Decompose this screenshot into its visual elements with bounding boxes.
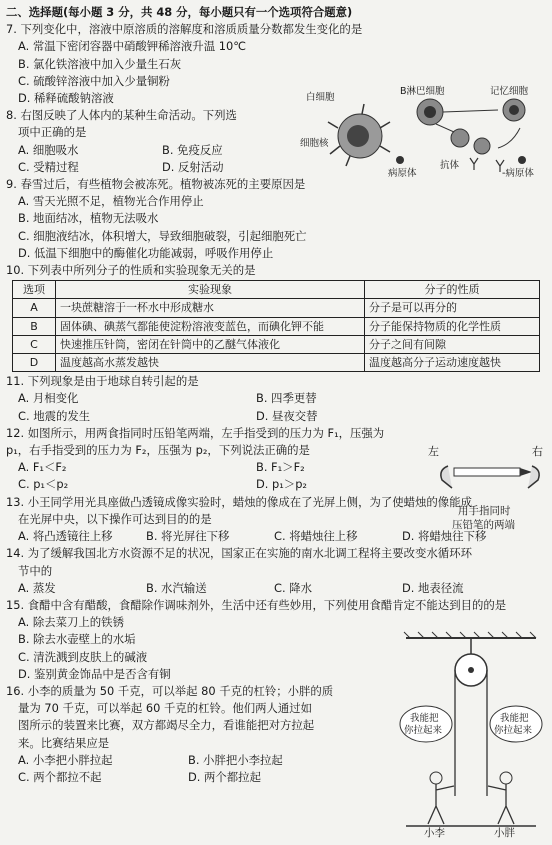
q8-option-c: C. 受精过程	[18, 159, 79, 174]
q10-row-d-property: 温度越高分子运动速度越快	[365, 354, 540, 372]
q14-option-b: B. 水汽输送	[146, 580, 207, 595]
q16-stem-line-2: 量为 70 千克，可以举起 60 千克的杠铃。他们两人通过如	[18, 701, 313, 716]
q9-stem: 9. 春雪过后，有些植物会被冻死。植物被冻死的主要原因是	[6, 177, 306, 192]
q9-option-d: D. 低温下细胞中的酶催化功能减弱，呼吸作用停止	[18, 245, 274, 260]
label-pathogen: 病原体	[388, 168, 417, 179]
q14-stem-line-2: 节中的	[18, 563, 53, 578]
q9-option-c: C. 细胞液结冰，体积增大，导致细胞破裂，引起细胞死亡	[18, 228, 307, 243]
q16-option-b: B. 小胖把小李拉起	[188, 752, 283, 767]
bubble-left-line-2: 你拉起来	[404, 725, 443, 736]
table-row	[13, 317, 540, 335]
q16-pulley-figure	[396, 628, 546, 842]
q11-option-c: C. 地震的发生	[18, 408, 91, 423]
q15-option-c: C. 清洗溅到皮肤上的碱液	[18, 649, 148, 664]
label-memory-cell: 记忆细胞	[490, 86, 529, 97]
q7-option-a: A. 常温下密闭容器中硝酸钾稀溶液升温 10℃	[18, 39, 246, 54]
pathogen-icon	[518, 156, 526, 164]
q11-options-row-2	[6, 408, 546, 425]
bubble-right-line-2: 你拉起来	[494, 725, 533, 736]
dividing-cell-2	[474, 138, 490, 154]
pulley-axle	[468, 667, 474, 673]
q10-row-b-option: B	[13, 317, 56, 335]
q7-option-d: D. 稀释硫酸钠溶液	[18, 91, 114, 106]
pencil-tip	[520, 468, 532, 476]
q10-header-option: 选项	[13, 281, 56, 299]
q11-options-row-1	[6, 390, 546, 407]
q10-table	[12, 280, 540, 372]
q8-option-a: A. 细胞吸水	[18, 142, 79, 157]
pathogen-icon	[396, 156, 404, 164]
arrow-memory-loop	[498, 128, 520, 148]
q14-option-a: A. 蒸发	[18, 580, 56, 595]
pencil-diagram-svg	[428, 442, 548, 504]
table-row	[13, 299, 540, 317]
label-b-cell: B淋巴细胞	[400, 86, 445, 97]
caption-line-2: 压铅笔的两端	[452, 519, 515, 531]
q16-stem-line-3: 图所示的装置来比赛，双方都竭尽全力，看谁能把对方拉起	[18, 718, 315, 733]
section-header: 二、选择题(每小题 3 分，共 48 分，每小题只有一个选项符合题意)	[6, 5, 353, 19]
q7-stem: 7. 下列变化中，溶液中原溶质的溶解度和溶质质量分数都发生变化的是	[6, 22, 363, 37]
speech-bubble-left	[400, 706, 452, 742]
q11-option-d: D. 昼夜交替	[256, 408, 318, 423]
q8-options-row-2	[6, 159, 306, 176]
white-cell-shape	[328, 104, 390, 166]
q16-stem-line-4: 来。比赛结果应是	[18, 735, 110, 750]
bubble-right-line-1: 我能把	[500, 713, 529, 724]
q14-option-c: C. 降水	[274, 580, 312, 595]
q9-option-b: B. 地面结冰，植物无法吸水	[18, 211, 159, 226]
antibody-icon	[470, 158, 478, 170]
q15-option-b: B. 除去水壶壁上的水垢	[18, 632, 136, 647]
q13-option-b: B. 将光屏往下移	[146, 529, 230, 544]
label-right: 右	[532, 445, 543, 458]
person-right-shape	[488, 772, 514, 824]
name-right: 小胖	[494, 827, 515, 839]
b-cell-shape	[417, 99, 443, 125]
q10-header-phenomenon: 实验现象	[56, 281, 365, 299]
q10-header-property: 分子的性质	[365, 281, 540, 299]
table-row	[13, 354, 540, 372]
q15-option-d: D. 鉴别黄金饰品中是否含有铜	[18, 666, 171, 681]
label-pathogen-2: -病原体	[502, 168, 534, 179]
q10-table-header	[13, 281, 540, 299]
q10-row-c-phenomenon: 快速推压针筒，密闭在针筒中的乙醚气体液化	[56, 335, 365, 353]
q11-option-b: B. 四季更替	[256, 391, 317, 406]
q8-immune-figure	[300, 88, 546, 178]
q16-stem-line-1: 16. 小李的质量为 50 千克，可以举起 80 千克的杠铃；小胖的质	[6, 683, 334, 698]
q10-row-b-property: 分子能保持物质的化学性质	[365, 317, 540, 335]
q10-row-c-property: 分子之间有间隙	[365, 335, 540, 353]
q10-row-a-phenomenon: 一块蔗糖溶于一杯水中形成糖水	[56, 299, 365, 317]
name-left: 小李	[424, 827, 445, 839]
table-row	[13, 335, 540, 353]
pencil-body	[454, 468, 520, 476]
q15-stem: 15. 食醋中含有醋酸，食醋除作调味剂外，生活中还有些妙用，下列使用食醋肯定不能达到目的的是	[6, 597, 507, 612]
arrow-b-to-division	[436, 124, 454, 132]
q12-stem-line-2: p₁，右手指受到的压力为 F₂，压强为 p₂，下列说法正确的是	[6, 443, 310, 458]
q10-row-d-option: D	[13, 354, 56, 372]
label-antibody: 抗体	[440, 160, 460, 171]
left-hand-shape	[441, 466, 452, 488]
q8-stem-line-2: 项中正确的是	[18, 125, 87, 140]
q8-option-b: B. 免疫反应	[162, 142, 223, 157]
caption-line-1: 用手指同时	[458, 505, 511, 517]
q13-option-d: D. 将蜡烛往下移	[402, 529, 487, 544]
q7-option-b: B. 氯化铁溶液中加入少量生石灰	[18, 56, 182, 71]
q12-option-b: B. F₁＞F₂	[256, 460, 305, 475]
label-white-cell: 白细胞	[306, 92, 335, 103]
q9-option-a: A. 雪天光照不足，植物光合作用停止	[18, 194, 204, 209]
q14-options-row	[6, 580, 546, 597]
right-hand-shape	[528, 466, 539, 488]
q13-option-a: A. 将凸透镜往上移	[18, 529, 113, 544]
q12-option-c: C. p₁＜p₂	[18, 477, 69, 492]
q10-row-b-phenomenon: 固体碘、碘蒸气都能使淀粉溶液变蓝色，而碘化钾不能	[56, 317, 365, 335]
q10-row-a-property: 分子是可以再分的	[365, 299, 540, 317]
memory-cell-shape	[503, 99, 525, 121]
q10-row-a-option: A	[13, 299, 56, 317]
q10-row-c-option: C	[13, 335, 56, 353]
q12-option-a: A. F₁＜F₂	[18, 460, 67, 475]
q13-option-c: C. 将蜡烛往上移	[274, 529, 358, 544]
q12-stem-line-1: 12. 如图所示，用两食指同时压铅笔两端，左手指受到的压力为 F₁，压强为	[6, 425, 385, 440]
q16-option-a: A. 小李把小胖拉起	[18, 752, 113, 767]
q8-block	[6, 107, 306, 176]
arrow-b-to-memory	[443, 110, 498, 112]
q10-row-d-phenomenon: 温度越高水蒸发越快	[56, 354, 365, 372]
label-left: 左	[428, 445, 439, 458]
person-left-shape	[428, 772, 454, 824]
q13-stem-line-2: 在光屏中央，以下操作可达到目的的是	[18, 511, 212, 526]
q10-stem: 10. 下列表中所列分子的性质和实验现象无关的是	[6, 263, 256, 278]
q8-stem-line-1: 8. 右图反映了人体内的某种生命活动。下列选	[6, 108, 237, 123]
q15-option-a: A. 除去菜刀上的铁锈	[18, 615, 124, 630]
immune-diagram-svg	[300, 88, 546, 178]
q16-option-d: D. 两个都拉起	[188, 769, 261, 784]
q14-option-d: D. 地表径流	[402, 580, 464, 595]
bubble-left-line-1: 我能把	[410, 713, 439, 724]
speech-bubble-right	[490, 706, 542, 742]
q8-option-d: D. 反射活动	[162, 159, 224, 174]
q12-option-d: D. p₁＞p₂	[256, 477, 307, 492]
q8-options-row-1	[6, 142, 306, 159]
q16-option-c: C. 两个都拉不起	[18, 769, 102, 784]
q11-stem: 11. 下列现象是由于地球自转引起的是	[6, 374, 199, 389]
label-nucleus: 细胞核	[300, 138, 329, 149]
q11-option-a: A. 月相变化	[18, 391, 79, 406]
q14-stem-line-1: 14. 为了缓解我国北方水资源不足的状况，国家正在实施的南水北调工程将主要改变水循环环	[6, 546, 472, 561]
q13-stem-line-1: 13. 小王同学用光具座做凸透镜成像实验时，蜡烛的像成在了光屏上侧，为了使蜡烛的像能成	[6, 494, 472, 509]
q12-pencil-figure	[428, 442, 548, 540]
q7-option-c: C. 硫酸锌溶液中加入少量铜粉	[18, 73, 170, 88]
